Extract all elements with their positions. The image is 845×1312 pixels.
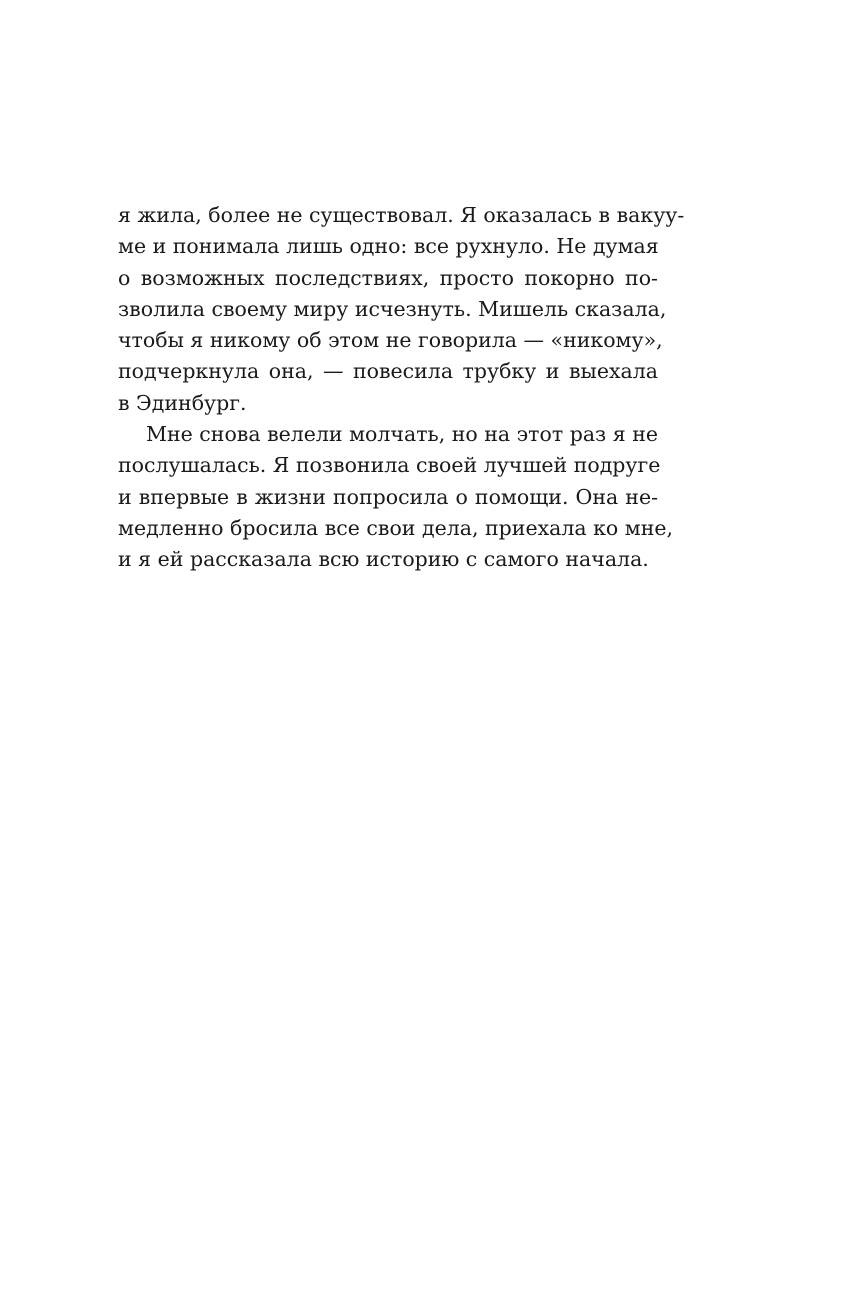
body-text (118, 200, 685, 576)
text-line: медленно бросила все свои дела, приехала ко мне, (118, 515, 674, 540)
text-line: зволила своему миру исчезнуть. Мишель сказала, (118, 296, 667, 321)
text-line: подчеркнула она, — повесила трубку и выехала (118, 359, 658, 384)
text-line: и я ей рассказала всю историю с самого начала. (118, 547, 649, 572)
text-line: ме и понимала лишь одно: все рухнуло. Не думая (118, 234, 659, 259)
text-line: послушалась. Я позвонила своей лучшей подруге (118, 453, 661, 478)
text-line: в Эдинбург. (118, 390, 247, 415)
text-line: о возможных последствиях, просто покорно по- (118, 265, 658, 290)
text-line: и впервые в жизни попросила о помощи. Она не- (118, 484, 658, 509)
text-line: чтобы я никому об этом не говорила — «никому», (118, 328, 663, 353)
text-line: Мне снова велели молчать, но на этот раз я не (146, 422, 658, 447)
paragraph-2 (118, 419, 674, 575)
paragraph-1 (118, 200, 685, 419)
text-line: я жила, более не существовал. Я оказалась в вакуу- (118, 203, 685, 227)
